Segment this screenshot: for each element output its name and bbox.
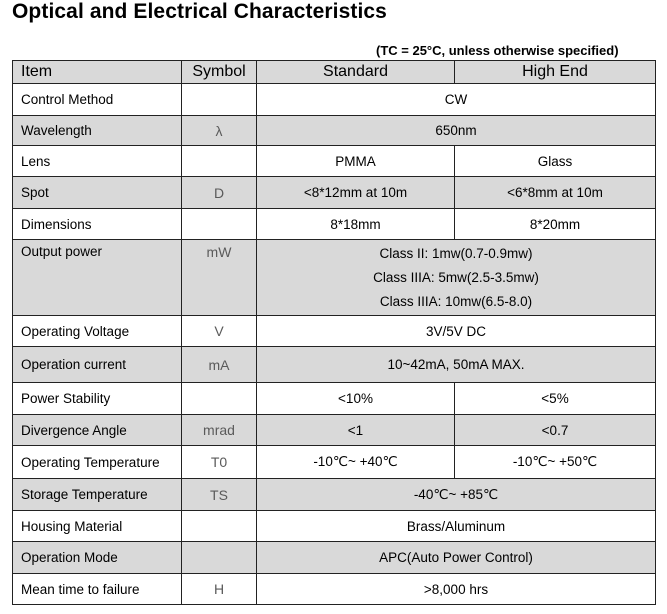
row-high-end: <5%: [455, 383, 656, 415]
header-symbol: Symbol: [182, 61, 257, 84]
row-symbol: mA: [182, 347, 257, 383]
row-value: Brass/Aluminum: [257, 511, 656, 542]
row-item: Housing Material: [13, 511, 182, 542]
row-symbol: [182, 542, 257, 574]
row-item: Operating Voltage: [13, 316, 182, 347]
table-header-row: [13, 61, 656, 84]
output-power-line: Class IIIA: 5mw(2.5-3.5mw): [373, 269, 539, 285]
table-row: [13, 383, 656, 415]
table-row: [13, 446, 656, 479]
row-item: Operating Temperature: [13, 446, 182, 479]
page-title: Optical and Electrical Characteristics: [12, 0, 387, 23]
row-item: Spot: [13, 177, 182, 209]
row-symbol: D: [182, 177, 257, 209]
output-power-line: Class IIIA: 10mw(6.5-8.0): [379, 293, 533, 309]
table-row: [13, 116, 656, 146]
row-symbol: H: [182, 574, 257, 605]
row-value: -40℃~ +85℃: [257, 479, 656, 511]
row-high-end: -10℃~ +50℃: [455, 446, 656, 479]
table-row: [13, 177, 656, 209]
row-value: APC(Auto Power Control): [257, 542, 656, 574]
row-symbol: [182, 209, 257, 240]
row-item: Mean time to failure: [13, 574, 182, 605]
row-standard: -10℃~ +40℃: [257, 446, 455, 479]
table-row: [13, 479, 656, 511]
row-standard: PMMA: [257, 146, 455, 177]
table-row: [13, 146, 656, 177]
table-row: [13, 511, 656, 542]
table-row: [13, 574, 656, 605]
row-item: Wavelength: [13, 116, 182, 146]
row-value: 650nm: [257, 116, 656, 146]
row-item: Control Method: [13, 84, 182, 116]
row-high-end: <0.7: [455, 415, 656, 446]
row-symbol: TS: [182, 479, 257, 511]
row-value: [257, 240, 656, 316]
row-standard: 8*18mm: [257, 209, 455, 240]
row-item: Divergence Angle: [13, 415, 182, 446]
table-row: [13, 542, 656, 574]
row-standard: <8*12mm at 10m: [257, 177, 455, 209]
row-symbol: [182, 511, 257, 542]
row-item: Lens: [13, 146, 182, 177]
row-standard: <1: [257, 415, 455, 446]
row-symbol: V: [182, 316, 257, 347]
row-symbol: [182, 84, 257, 116]
row-symbol: [182, 383, 257, 415]
table-row: [13, 84, 656, 116]
output-power-line: Class II: 1mw(0.7-0.9mw): [379, 245, 533, 261]
row-value: CW: [257, 84, 656, 116]
row-high-end: 8*20mm: [455, 209, 656, 240]
row-value: 10~42mA, 50mA MAX.: [257, 347, 656, 383]
row-symbol: T0: [182, 446, 257, 479]
row-high-end: <6*8mm at 10m: [455, 177, 656, 209]
table-row: [13, 316, 656, 347]
table-row: [13, 209, 656, 240]
row-value: 3V/5V DC: [257, 316, 656, 347]
row-item: Output power: [13, 240, 182, 316]
table-row: [13, 347, 656, 383]
header-standard: Standard: [257, 61, 455, 84]
row-high-end: Glass: [455, 146, 656, 177]
row-symbol: mW: [182, 240, 257, 316]
row-item: Operation current: [13, 347, 182, 383]
row-symbol: mrad: [182, 415, 257, 446]
specifications-table: [12, 60, 656, 605]
row-item: Power Stability: [13, 383, 182, 415]
row-item: Operation Mode: [13, 542, 182, 574]
header-item: Item: [13, 61, 182, 84]
row-item: Dimensions: [13, 209, 182, 240]
row-standard: <10%: [257, 383, 455, 415]
row-symbol: [182, 146, 257, 177]
row-symbol: λ: [182, 116, 257, 146]
table-row: [13, 415, 656, 446]
table-row: [13, 240, 656, 316]
conditions-note: (TC = 25°C, unless otherwise specified): [376, 43, 619, 58]
header-high-end: High End: [455, 61, 656, 84]
row-item: Storage Temperature: [13, 479, 182, 511]
row-value: >8,000 hrs: [257, 574, 656, 605]
